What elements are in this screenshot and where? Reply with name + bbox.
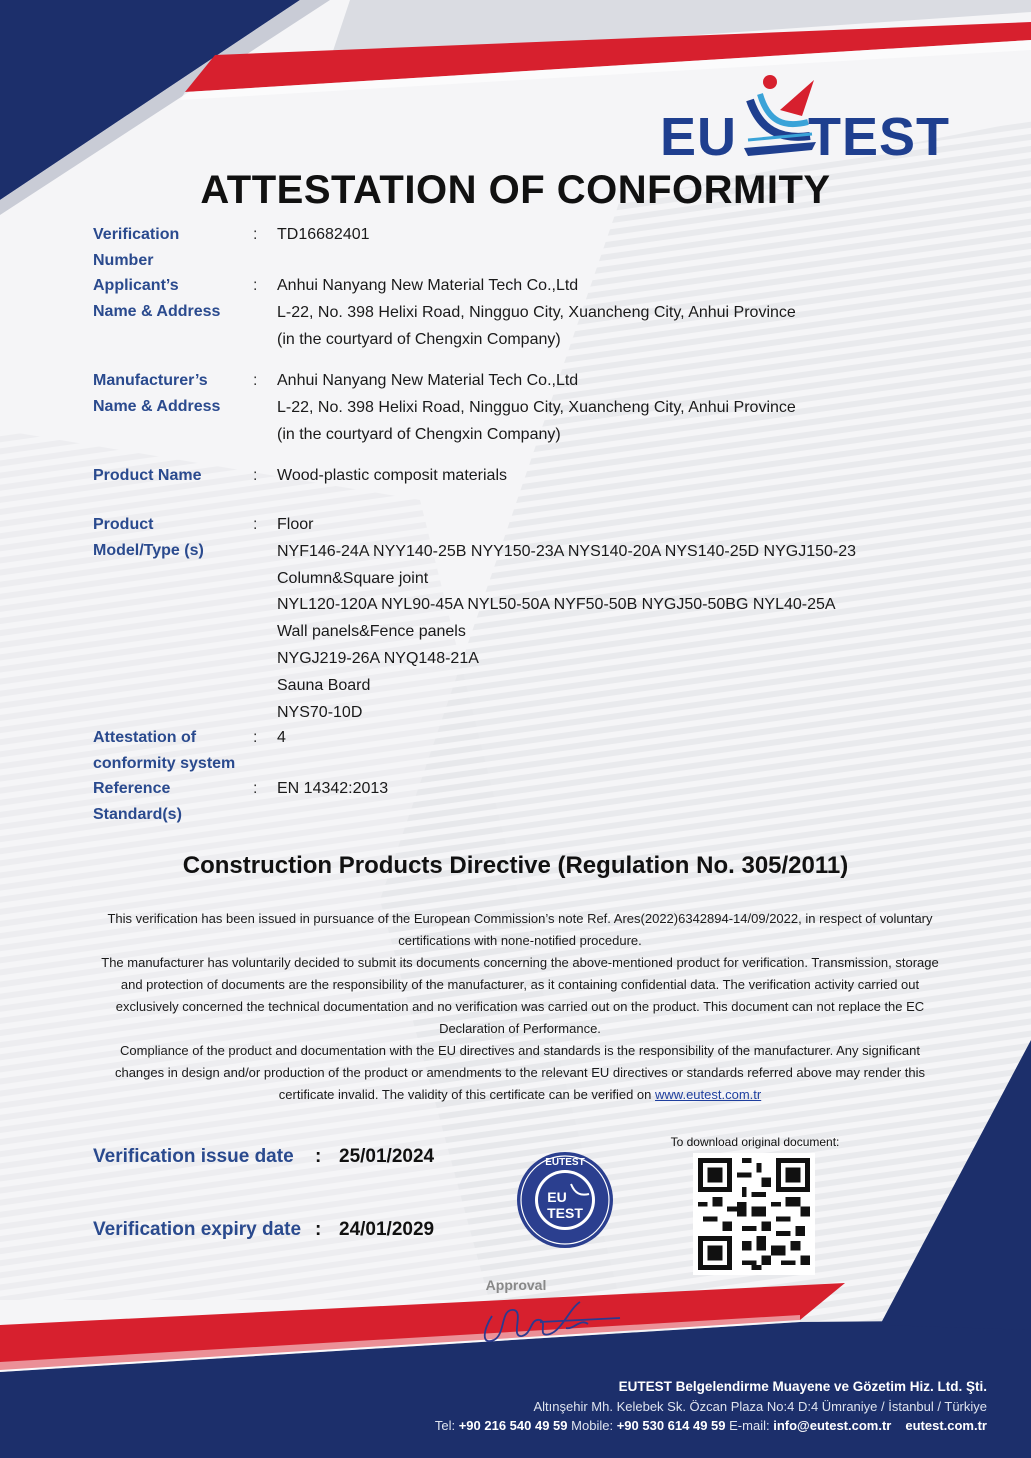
field-value: Floor NYF146-24A NYY140-25B NYY150-23A NYS140-20A NYS140-25D NYGJ150-23 Column&Square joint NYL120-120A NYL90-45A NYL50-50A NYF50-50B NYGJ50-50BG NYL40-25A Wall panels&Fence panels NYGJ219-26A NYQ148-21A Sauna Board NYS70-10D (277, 516, 857, 721)
eutest-logo (658, 68, 958, 170)
footer-company: EUTEST Belgelendirme Muayene ve Gözetim Hiz. Ltd. Şti. (618, 1379, 987, 1394)
logo-text-eu: EU (660, 107, 738, 167)
approval-label: Approval (485, 1277, 547, 1293)
field-value: 4 (277, 729, 286, 746)
note-paragraph-3: Compliance of the product and documentation with the EU directives and standards is the responsibility of the manufacturer. Any significant changes in design and/or production of the product or amendments to the relevant EU directives or standards referred above may render this certificate invalid. The validity of this certificate can be verified on www.eutest.com.tr (114, 1043, 926, 1102)
expiry-date-value: 24/01/2029 (339, 1219, 435, 1240)
footer-mobile[interactable]: +90 530 614 49 59 (616, 1418, 726, 1433)
document-title: ATTESTATION OF CONFORMITY (200, 168, 831, 212)
field-colon: : (253, 729, 258, 746)
field-label: Manufacturer’s Name & Address (93, 372, 221, 415)
footer-contacts: Tel: +90 216 540 49 59 Mobile: +90 530 614 49 59 E-mail: info@eutest.com.tr eutest.com.tr (434, 1418, 987, 1433)
field-label: Verification Number (93, 226, 180, 269)
field-label: Applicant’s Name & Address (93, 277, 221, 320)
verification-notes (95, 908, 945, 1106)
footer-website[interactable]: eutest.com.tr (905, 1418, 987, 1433)
field-label: Product Model/Type (s) (93, 516, 204, 559)
qr-code-icon (693, 1153, 815, 1275)
footer-email[interactable]: info@eutest.com.tr (773, 1418, 892, 1433)
svg-text:TEST: TEST (547, 1205, 583, 1221)
verify-link[interactable]: www.eutest.com.tr (655, 1087, 762, 1102)
field-colon: : (253, 372, 258, 389)
svg-text:EU: EU (547, 1189, 567, 1205)
field-value: Wood-plastic composit materials (277, 467, 508, 484)
field-colon: : (253, 516, 258, 533)
svg-text:EUTEST: EUTEST (545, 1157, 585, 1168)
qr-code[interactable] (693, 1153, 815, 1275)
footer-address: Altınşehir Mh. Kelebek Sk. Özcan Plaza No:4 D:4 Ümraniye / İstanbul / Türkiye (533, 1399, 987, 1414)
note-paragraph-1: This verification has been issued in pursuance of the European Commission’s note Ref. Ares(2022)6342894-14/09/2022, in respect of voluntary certifications with none-notified procedure. (107, 911, 933, 948)
issue-date-label: Verification issue date (93, 1146, 294, 1167)
qr-caption: To download original document: (670, 1135, 840, 1149)
field-colon: : (253, 780, 258, 797)
expiry-date-label: Verification expiry date (93, 1219, 302, 1240)
field-label: Attestation of conformity system (93, 729, 236, 772)
eutest-seal (515, 1150, 615, 1250)
signature (470, 1288, 630, 1356)
field-colon: : (253, 277, 258, 294)
field-value: TD16682401 (277, 226, 370, 243)
issue-date-value: 25/01/2024 (339, 1146, 435, 1167)
field-colon: : (253, 226, 258, 243)
footer-tel[interactable]: +90 216 540 49 59 (458, 1418, 568, 1433)
field-value: EN 14342:2013 (277, 780, 389, 797)
signature-icon (470, 1288, 630, 1356)
field-label: Reference Standard(s) (93, 780, 182, 823)
directive-title: Construction Products Directive (Regulation No. 305/2011) (182, 852, 849, 879)
seal-stamp-icon (515, 1150, 615, 1250)
field-value: Anhui Nanyang New Material Tech Co.,Ltd L-22, No. 398 Helixi Road, Ningguo City, Xuancheng City, Anhui Province (in the courtyard of Chengxin Company) (277, 372, 796, 443)
note-paragraph-2: The manufacturer has voluntarily decided to submit its documents concerning the above-mentioned product for verification. Transmission, storage and protection of documents are the responsibility of the manufacturer, as it containing confidential data. The verification activity carried out exclusively concerned the technical documentation and no verification was carried out on the product. This document can not replace the EC Declaration of Performance. (101, 955, 939, 1036)
field-label: Product Name (93, 467, 202, 484)
logo-text-test: TEST (808, 107, 951, 167)
field-colon: : (253, 467, 258, 484)
field-value: Anhui Nanyang New Material Tech Co.,Ltd L-22, No. 398 Helixi Road, Ningguo City, Xuancheng City, Anhui Province (in the courtyard of Chengxin Company) (277, 277, 796, 348)
